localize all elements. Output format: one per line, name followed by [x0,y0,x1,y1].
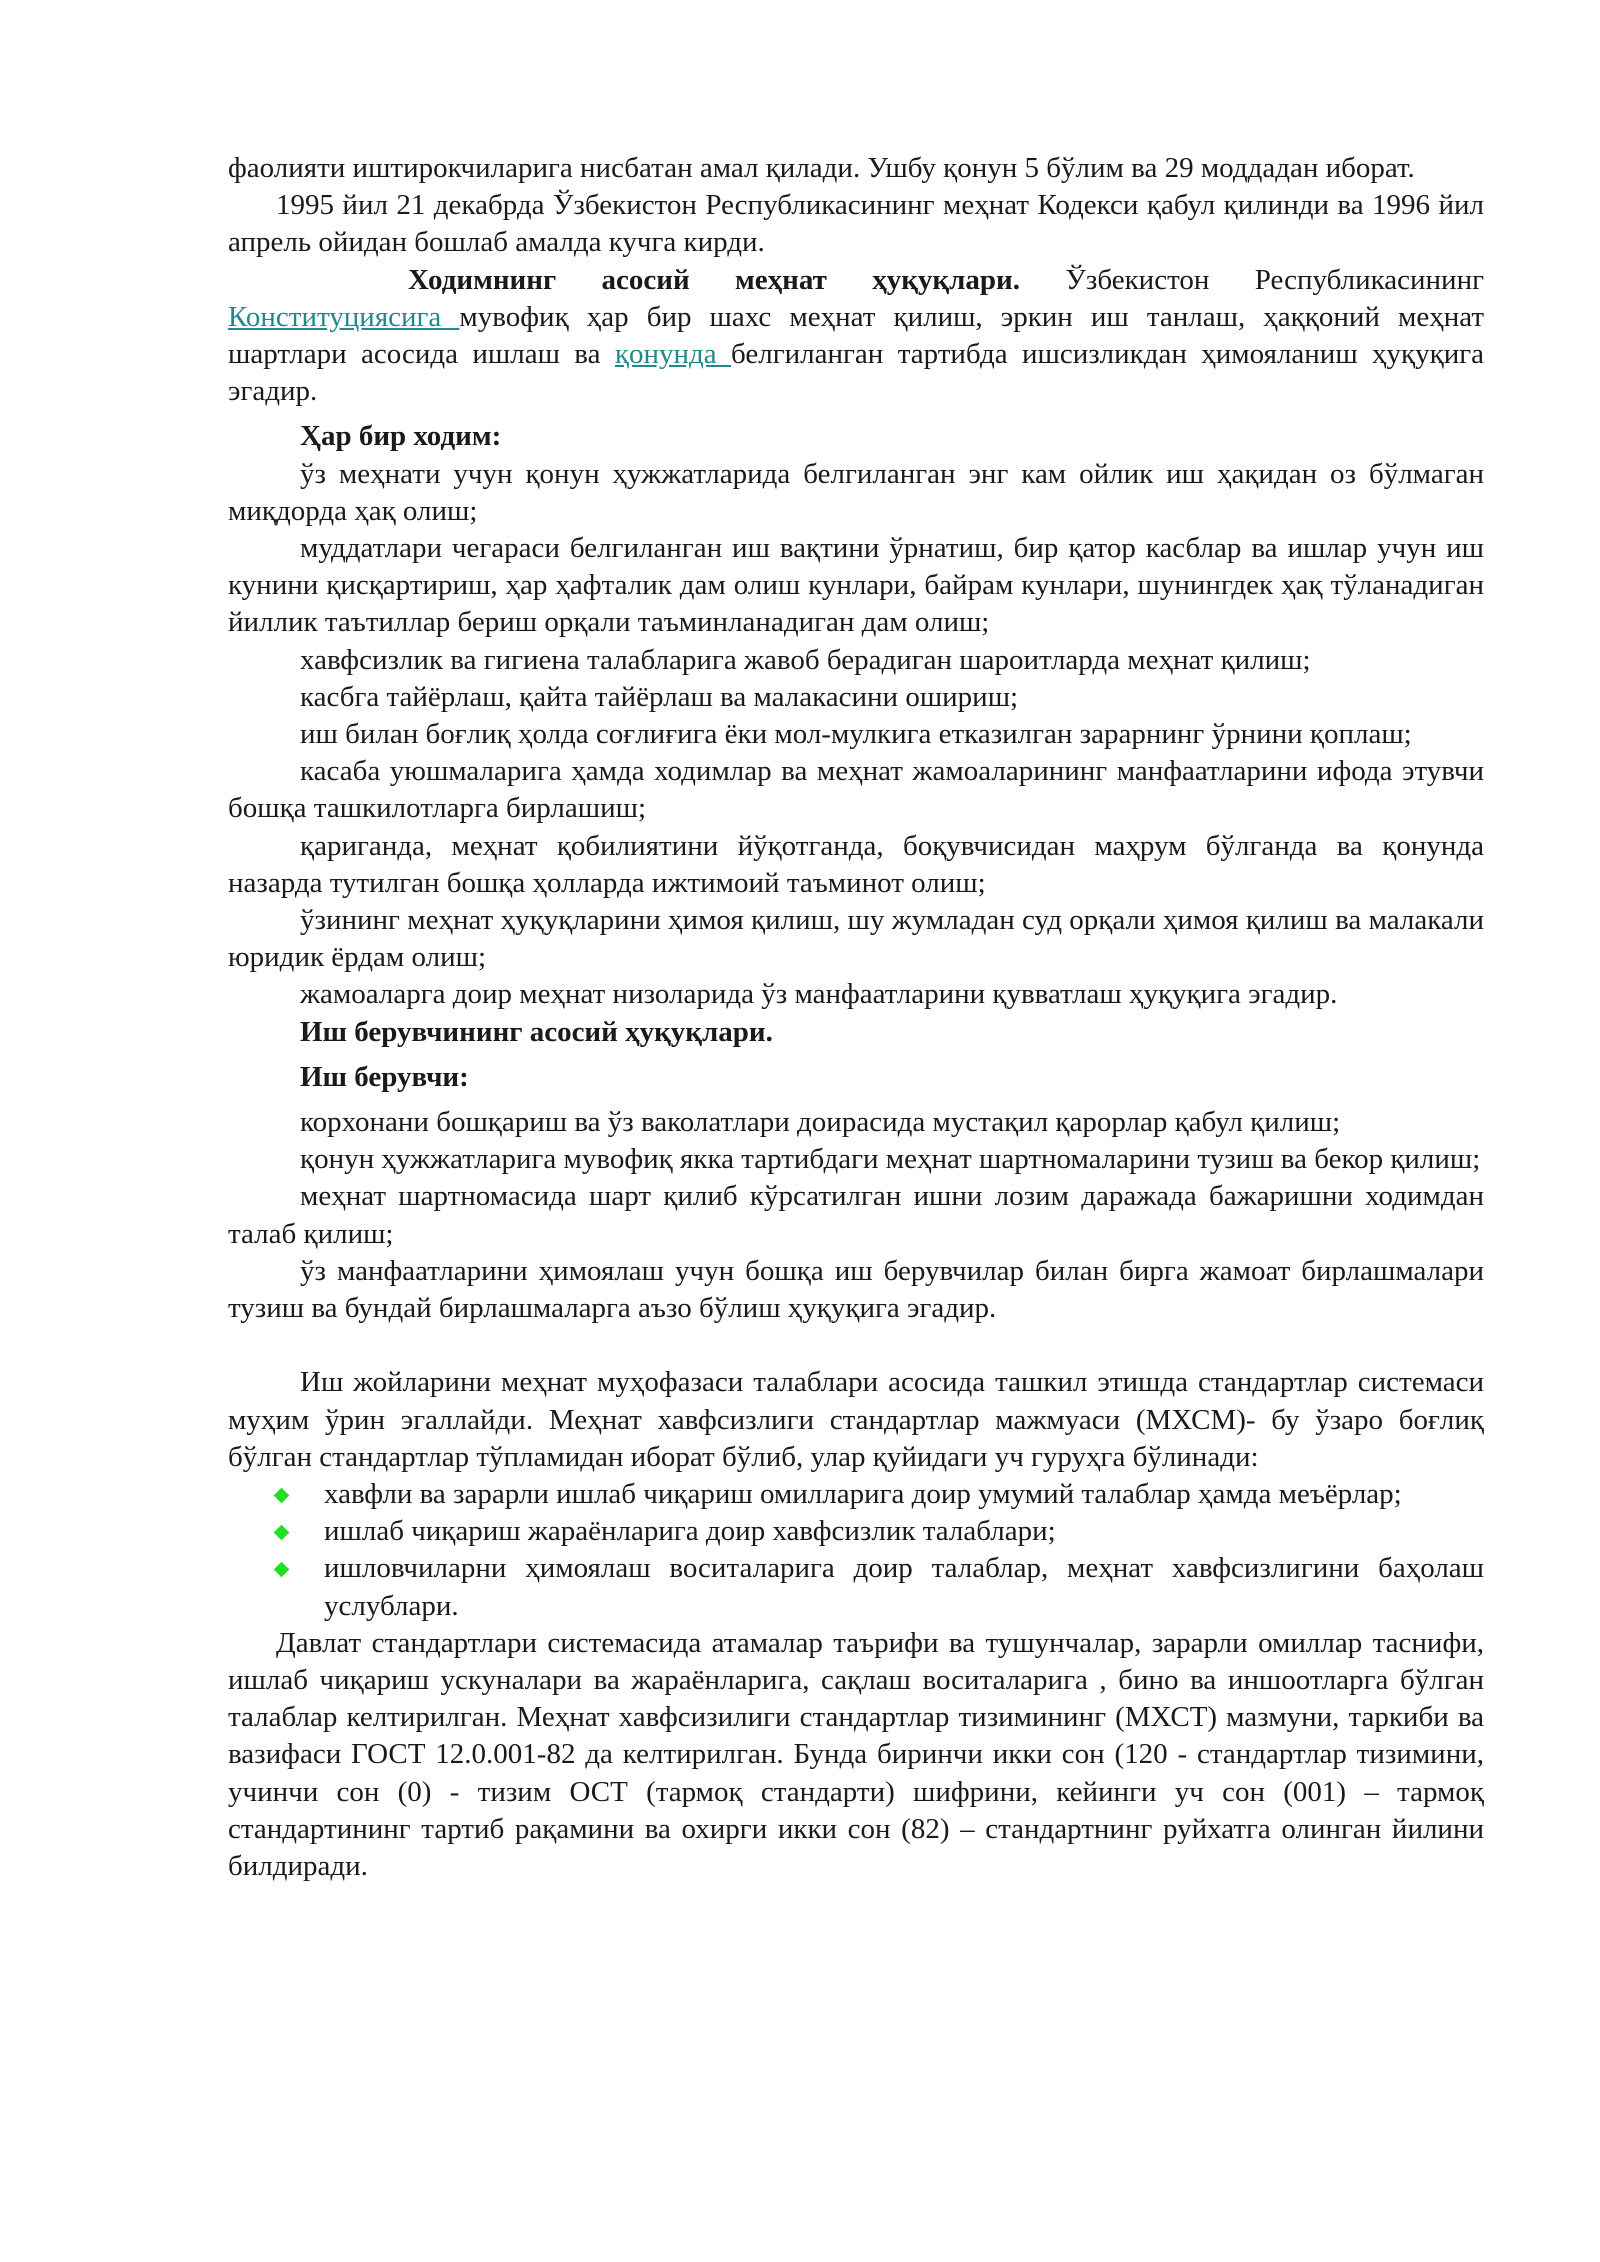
paragraph-law-intro: фаолияти иштирокчиларига нисбатан амал қилади. Ушбу қонун 5 бўлим ва 29 моддадан иборат. [228,152,1415,184]
standards-group-item [324,1550,1484,1624]
document-page [228,150,1484,1885]
employee-right-item: касаба уюшмаларига ҳамда ходимлар ва меҳнат жамоаларининг манфаатларини ифода этувчи бошқа ташкилотларга бирлашиш; [228,755,1484,825]
employee-rights-title: Ходимнинг асосий меҳнат ҳуқуқлари. [408,263,1020,296]
employee-heading: Ҳар бир ходим: [300,420,502,453]
green-diamond-bullet-icon [274,1562,290,1578]
paragraph-standards-intro: Иш жойларини меҳнат муҳофазаси талаблари асосида ташкил этишда стандартлар системаси муҳим ўрин эгаллайди. Меҳнат хавфсизлиги стандартлар мажмуаси (МХСМ)- бу ўзаро боғлиқ бўлган стандартлар тўпламидан иборат бўлиб, улар қуйидаги уч гуруҳга бўлинади: [228,1366,1484,1473]
employer-rights-list [228,1104,1484,1327]
text-segment: белгиланган тартибда ишсизликдан ҳимояланиш ҳуқуқига эгадир. [228,338,1485,408]
employee-right-item: қариганда, меҳнат қобилиятини йўқотганда, боқувчисидан маҳрум бўлганда ва қонунда назарда тутилган бошқа ҳолларда ижтимоий таъминот олиш; [228,829,1484,899]
employee-right-item: ўз меҳнати учун қонун ҳужжатларида белгиланган энг кам ойлик иш ҳақидан оз бўлмаган миқдорда ҳақ олиш; [228,457,1484,527]
employee-right-item: касбга тайёрлаш, қайта тайёрлаш ва малакасини ошириш; [300,680,1019,713]
constitution-link[interactable]: Конституциясига [228,300,460,333]
paragraph-labor-code: 1995 йил 21 декабрда Ўзбекистон Республикасининг меҳнат Кодекси қабул қилинди ва 1996 йил апрель ойидан бошлаб амалда кучга кирди. [228,189,1484,259]
employer-heading: Иш берувчининг асосий ҳуқуқлари. [300,1015,773,1048]
employee-right-item: ўзининг меҳнат ҳуқуқларини ҳимоя қилиш, шу жумладан суд орқали ҳимоя қилиш ва малакали юридик ёрдам олиш; [228,904,1484,974]
text-segment: мувофиқ ҳар бир шахс меҳнат қилиш, эркин иш танлаш, ҳаққоний меҳнат шартлари асосида ишлаш ва [228,300,1485,371]
employer-right-item: корхонани бошқариш ва ўз ваколатлари доирасида мустақил қарорлар қабул қилиш; [300,1106,1341,1139]
employer-subheading: Иш берувчи: [300,1060,469,1093]
employer-right-item: меҳнат шартномасида шарт қилиб кўрсатилган ишни лозим даражада бажаришни ходимдан талаб қилиш; [228,1180,1484,1250]
standards-group-text: ишловчиларни ҳимоялаш воситаларига доир талаблар, меҳнат хавфсизлигини баҳолаш услублари. [324,1552,1484,1622]
employer-right-item: қонун ҳужжатларига мувофиқ якка тартибдаги меҳнат шартномаларини тузиш ва бекор қилиш; [300,1143,1481,1176]
paragraph-employee-rights-intro [228,262,1484,411]
employee-right-item: жамоаларга доир меҳнат низоларида ўз манфаатларини қувватлаш ҳуқуқига эгадир. [300,978,1338,1011]
employee-right-item: муддатлари чегараси белгиланган иш вақтини ўрнатиш, бир қатор касблар ва ишлар учун иш кунини қисқартириш, ҳар ҳафталик дам олиш кунлари, байрам кунлари, шунингдек ҳақ тўланадиган йиллик таътиллар бериш орқали таъминланадиган дам олиш; [228,532,1484,639]
text-segment: Ўзбекистон Республикасининг [1020,263,1484,296]
green-diamond-bullet-icon [274,1525,290,1541]
standards-group-text: ишлаб чиқариш жараёнларига доир хавфсизлик талаблари; [324,1515,1056,1548]
paragraph-state-standards: Давлат стандартлари системасида атамалар таърифи ва тушунчалар, зарарли омиллар таснифи, ишлаб чиқариш ускуналари ва жараёнларига, сақлаш воситаларига , бино ва иншоотларга бўлган талаблар келтирилган. Меҳнат хавфсизилиги стандартлар тизимининг (МХСТ) мазмуни, таркиби ва вазифаси ГОСТ 12.0.001-82 да келтирилган. Бунда биринчи икки сон (120 - стандартлар тизимини, учинчи сон (0) - тизим ОСТ (тармоқ стандарти) шифрини, кейинги уч сон (001) – тармоқ стандартининг тартиб рақамини ва охирги икки сон (82) – стандартнинг руйхатга олинган йилини билдиради. [228,1626,1484,1882]
standards-group-item [324,1476,1484,1513]
employee-right-item: хавфсизлик ва гигиена талабларига жавоб берадиган шароитларда меҳнат қилиш; [300,643,1311,676]
standards-group-text: хавфли ва зарарли ишлаб чиқариш омилларига доир умумий талаблар ҳамда меъёрлар; [324,1477,1402,1510]
employee-rights-list [228,456,1484,1014]
employee-right-item: иш билан боғлиқ ҳолда соғлиғига ёки мол-мулкига етказилган зарарнинг ўрнини қоплаш; [300,718,1412,751]
employer-right-item: ўз манфаатларини ҳимоялаш учун бошқа иш берувчилар билан бирга жамоат бирлашмалари тузиш ва бундай бирлашмаларга аъзо бўлиш ҳуқуқига эгадир. [228,1254,1484,1325]
green-diamond-bullet-icon [274,1488,290,1504]
standards-groups-list [228,1476,1484,1625]
law-link[interactable]: қонунда [614,338,732,371]
standards-group-item [324,1513,1484,1550]
